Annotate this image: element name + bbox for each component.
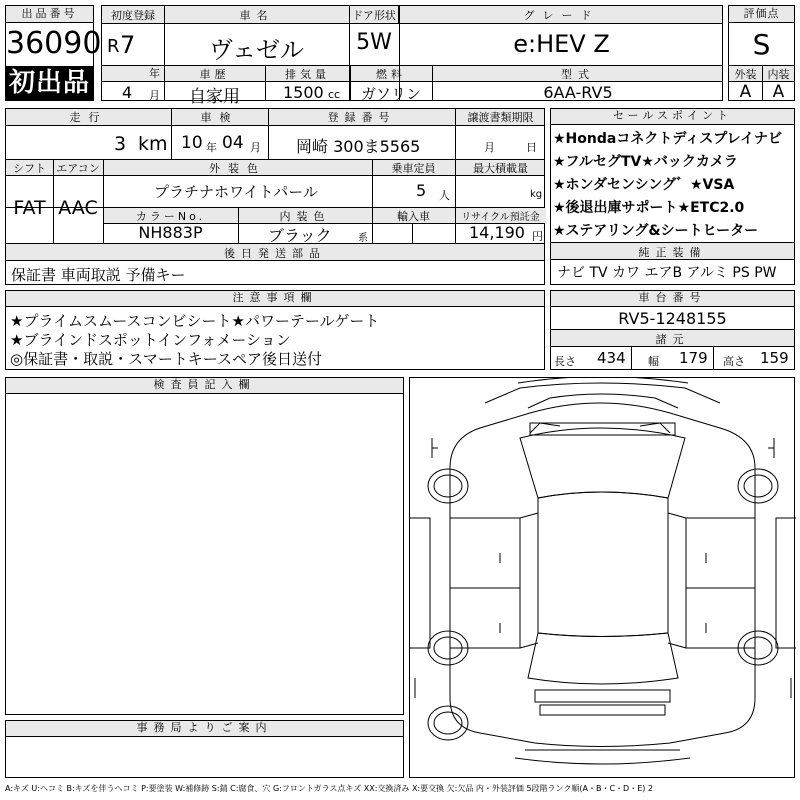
model-value: 6AA-RV5 [543,83,613,102]
transfer-deadline-label: 譲渡書類期限 [467,111,534,124]
capacity-label: 乗車定員 [391,162,436,175]
legend: A:キズ U:ヘコミ B:キズを伴うヘコミ P:要塗装 W:補修跡 S:錆 C:腐食、穴 G:フロントガラス点キズ XX:交換済み X:要交換 欠:欠品 内・外装評価 5段階ランク順(A・B・C・D・E) 2 [5,784,654,793]
notes-box [5,290,545,370]
later-parts-box [5,260,545,285]
first-reg-label: 初度登録 [111,9,155,22]
recycle-label: リサイクル預託金 [461,212,540,223]
inspector-box [5,377,404,715]
grade-label: グレード [523,9,600,22]
plate-label: 登録番号 [327,111,396,124]
note-2: ★ブラインドスポットインフォメーション [10,331,291,349]
color-no-value: NH883P [138,223,203,242]
sales-points-label: セールスポイント [551,109,794,125]
first-reg-month: 4 [122,83,133,102]
plate-value: 岡崎 300ま5565 [296,137,421,156]
exterior-color-value: プラチナホワイトパール [154,183,318,201]
dims-label: 諸元 [655,333,690,346]
interior-color-label: 内装色 [279,210,331,223]
height-value: 159 [760,349,789,367]
interior-score: A [772,82,785,102]
grade-value: e:HEV Z [513,30,610,58]
equipment-value: ナビ TV カワ エアB アルミ PS PW [557,265,777,281]
mileage-label: 走行 [69,111,108,124]
history-label: 車歴 [199,68,230,81]
door-label: ドア形状 [352,9,396,22]
office-label: 事務局よりご案内 [6,721,403,737]
inspection-year: 10 [181,133,203,153]
chassis-box [550,290,795,370]
displacement-label: 排気量 [285,68,330,81]
later-parts-label: 後日発送部品 [224,247,326,260]
interior-score-label: 内装 [767,68,790,81]
history-value: 自家用 [189,87,240,107]
lot-number: 36090 [6,26,102,61]
sales-point-4: ★後退出庫サポート★ETC2.0 [553,200,745,216]
recycle-value: 14,190 [469,223,525,242]
model-label: 型式 [561,68,595,81]
door-value: 5W [356,30,392,55]
sales-point-1: ★Hondaコネクトディスプレイナビ [553,131,782,147]
fuel-value: ガソリン [360,85,421,103]
equipment-label: 純正装備 [638,246,707,259]
aircon-value: AAC [58,197,98,219]
first-reg-year: 7 [120,31,136,59]
transfer-day-unit: 日 [526,141,537,154]
later-parts-value: 保証書 車両取説 予備キー [11,266,186,284]
color-no-label: カラーNo. [135,210,206,223]
shift-value: FAT [13,197,46,219]
mileage-value: 3 [114,133,127,155]
score-value: S [752,28,771,61]
aircon-label: エアコン [56,162,100,175]
max-load-unit: kg [530,189,543,200]
first-reg-era: R [107,36,120,57]
note-1: ★プライムスムースコンビシート★パワーテールゲート [10,312,380,330]
lot-label: 出品番号 [6,6,93,23]
lot-box [5,5,102,101]
exterior-color-label: 外装色 [209,162,266,175]
sales-point-5: ★ステアリング&シートヒーター [553,223,759,239]
office-box [5,720,404,778]
note-3: ◎保証書・取説・スマートキースペア後日送付 [10,350,323,368]
exterior-score-label: 外装 [734,68,757,81]
car-diagram [410,378,796,779]
transfer-month-unit: 月 [484,141,495,154]
inspection-month: 04 [222,133,244,153]
first-listing-badge: 初出品 [6,66,93,101]
car-diagram-box [409,377,795,778]
inspector-label: 検査員記入欄 [6,378,403,394]
first-reg-month-unit: 月 [149,89,160,102]
inspection-month-unit: 月 [250,141,261,154]
sales-points-box [550,108,795,285]
mileage-unit: km [138,133,168,155]
vehicle-info-box [101,5,723,107]
width-label: 幅 [648,355,659,368]
width-value: 179 [679,349,708,367]
score-label: 評価点 [729,6,794,23]
first-reg-year-unit: 年 [149,67,160,80]
length-value: 434 [597,349,626,367]
max-load-label: 最大積載量 [473,162,528,175]
car-name-value: ヴェゼル [208,36,305,64]
interior-color-value: ブラック [268,226,332,245]
interior-color-suffix: 系 [358,233,368,244]
chassis-value: RV5-1248155 [618,309,727,328]
details-box [5,108,545,261]
capacity-unit: 人 [439,189,450,202]
sales-point-3: ★ホンダセンシング゛★VSA [553,177,735,193]
sales-point-2: ★フルセグTV★バックカメラ [553,154,738,170]
displacement-unit: cc [328,88,341,101]
capacity-value: 5 [416,181,427,200]
score-box [728,5,795,101]
notes-label: 注意事項欄 [6,291,544,307]
import-label: 輸入車 [397,210,430,223]
height-label: 高さ [723,355,745,368]
recycle-unit: 円 [532,230,543,243]
length-label: 長さ [554,355,576,368]
displacement-value: 1500 [283,83,324,102]
inspection-year-unit: 年 [206,141,217,154]
exterior-score: A [739,82,752,102]
fuel-label: 燃料 [376,68,406,81]
car-name-label: 車名 [239,9,274,22]
inspection-label: 車検 [200,111,239,124]
chassis-label: 車台番号 [551,291,794,307]
shift-label: シフト [13,162,46,175]
